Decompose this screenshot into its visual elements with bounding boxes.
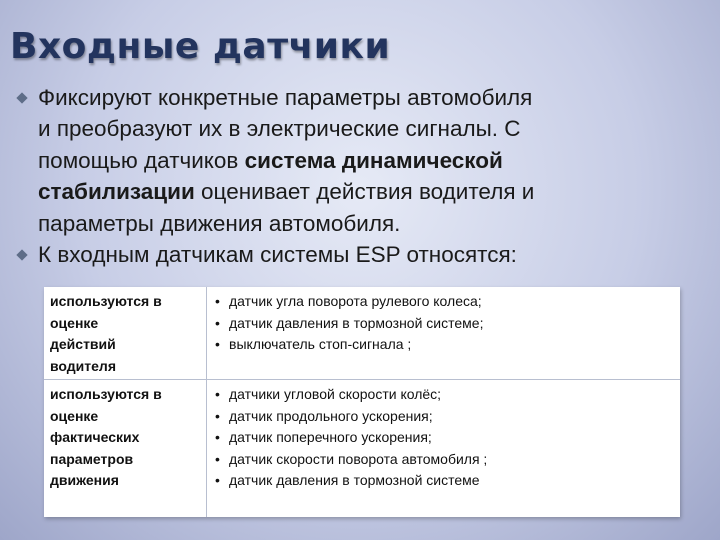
list-item: • выключатель стоп-сигнала ; — [213, 334, 674, 356]
bullet-bold-text: система динамической — [244, 147, 503, 173]
label-line: действий — [50, 336, 116, 352]
label-line: оценке — [50, 314, 99, 331]
table-row — [44, 380, 680, 518]
list-item: • датчик давления в тормозной системе — [213, 470, 674, 492]
table-row-label — [44, 380, 207, 518]
list-item: • датчик скорости поворота автомобиля ; — [213, 449, 674, 471]
bullet-bold-text: стабилизации — [38, 179, 195, 205]
bullet-line — [38, 145, 704, 176]
slide-title: Входные датчики — [10, 26, 391, 67]
sensors-table — [44, 287, 680, 517]
bullet-line: и преобразуют их в электрические сигналы. С — [38, 116, 521, 142]
table-row-label — [44, 287, 207, 380]
bullet-text: помощью датчиков — [38, 147, 245, 173]
bullet-item-sensors-function — [14, 82, 704, 239]
label-line: фактических — [50, 429, 140, 445]
table-row-items — [207, 380, 681, 518]
label-line: движения — [50, 472, 119, 488]
list-item: • датчик угла поворота рулевого колеса; — [213, 291, 674, 313]
bullet-item-esp-sensors — [14, 239, 704, 270]
list-item: • датчик давления в тормозной системе; — [213, 313, 674, 335]
label-line: используются в — [50, 386, 162, 402]
table-row-items — [207, 287, 681, 380]
diamond-bullet-icon — [16, 249, 27, 260]
bullet-text: оценивает действия водителя и — [194, 179, 535, 205]
label-line: водителя — [50, 357, 116, 374]
bullet-list — [14, 82, 704, 270]
table-row — [44, 287, 680, 380]
bullet-line: параметры движения автомобиля. — [38, 210, 401, 236]
bullet-line — [38, 176, 704, 207]
diamond-bullet-icon — [16, 92, 27, 103]
list-item: • датчик поперечного ускорения; — [213, 427, 674, 449]
label-line: оценке — [50, 407, 99, 424]
list-item: • датчики угловой скорости колёс; — [213, 384, 674, 406]
label-line: используются в — [50, 293, 162, 309]
label-line: параметров — [50, 450, 134, 467]
list-item: • датчик продольного ускорения; — [213, 406, 674, 428]
bullet-line: Фиксируют конкретные параметры автомобиля — [38, 85, 533, 110]
bullet-line: К входным датчикам системы ESP относятся: — [38, 242, 517, 268]
